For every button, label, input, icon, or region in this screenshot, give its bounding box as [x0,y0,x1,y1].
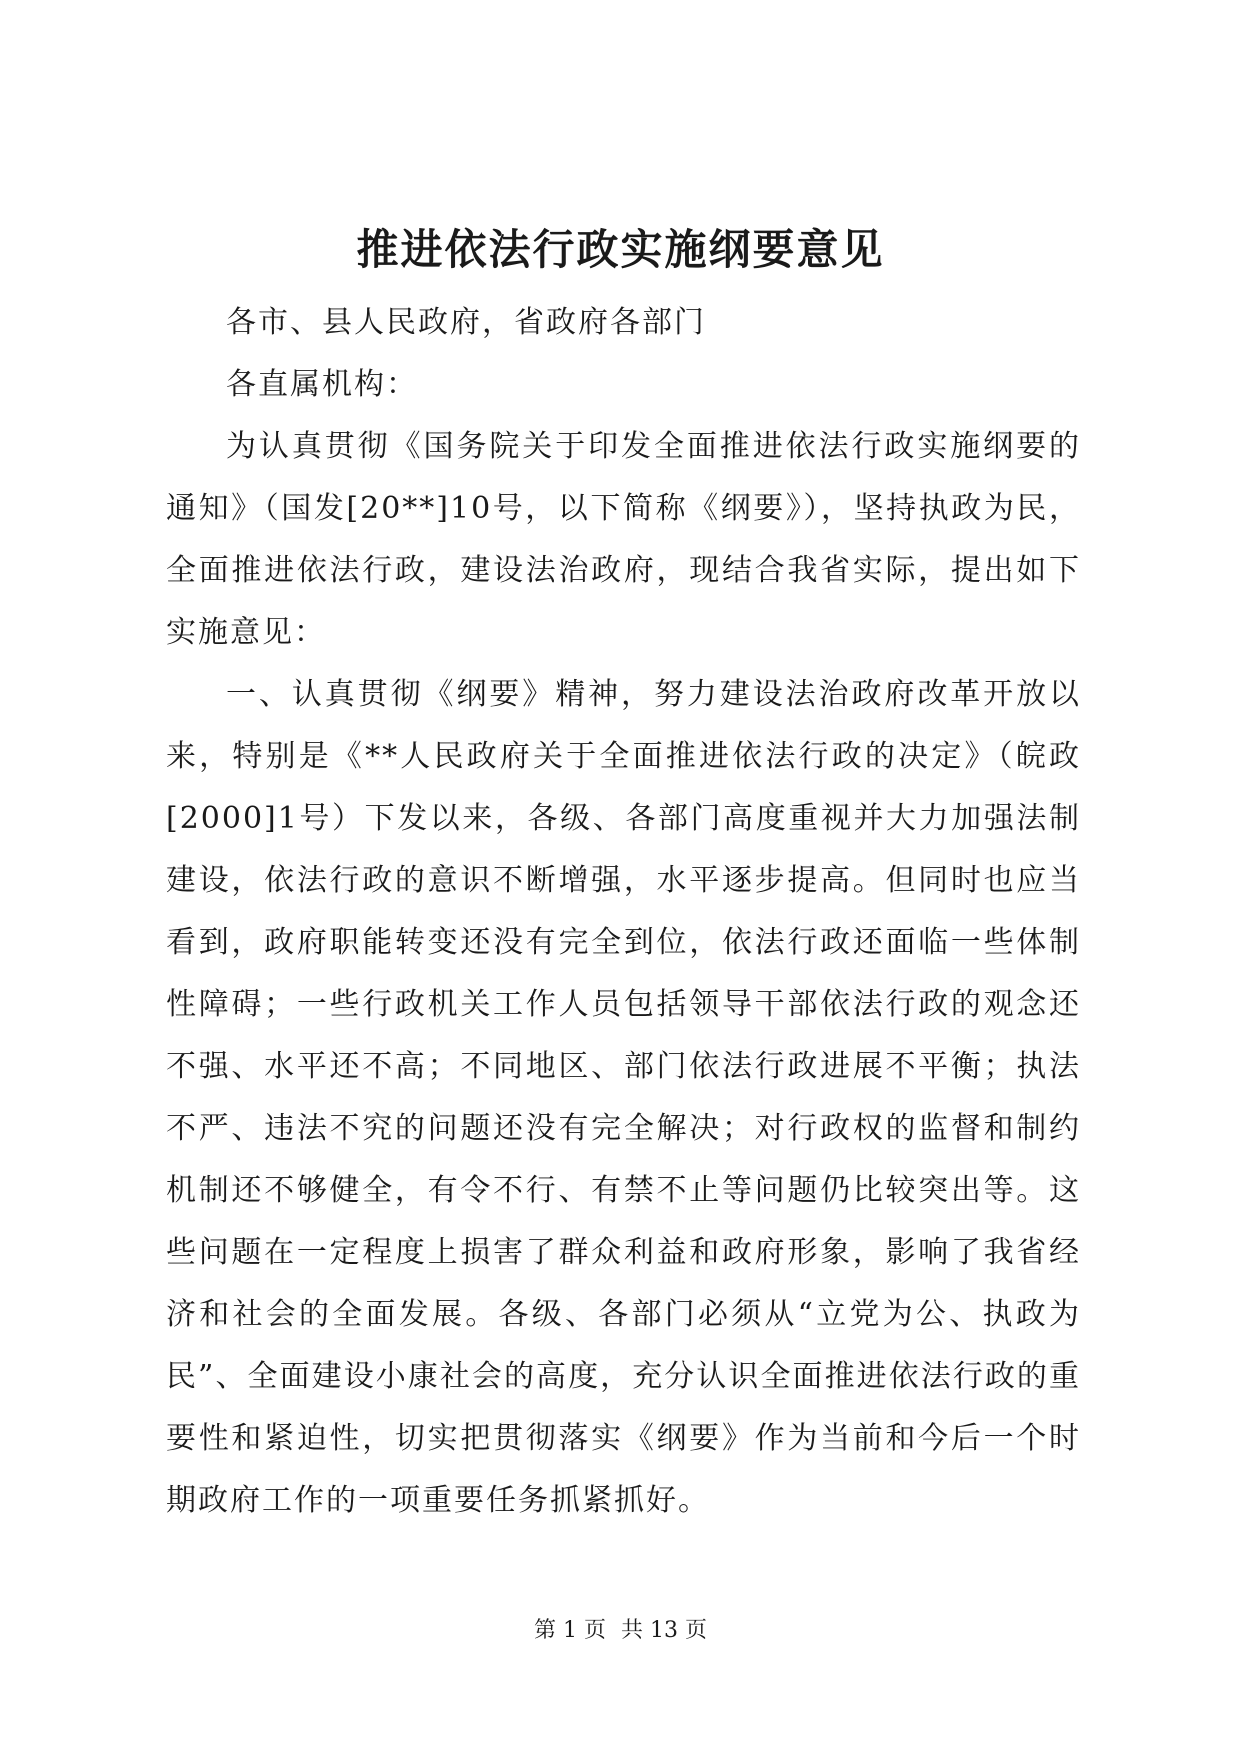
salutation-line-1: 各市、县人民政府，省政府各部门 [226,305,706,340]
salutation-line-2: 各直属机构： [226,367,418,402]
document-title: 推进依法行政实施纲要意见 [356,225,885,274]
document-body [166,292,1081,1532]
page-number: 第 1 页 [534,1618,606,1643]
section-one-paragraph: 一、认真贯彻《纲要》精神，努力建设法治政府改革开放以来，特别是《**人民政府关于全面推进依法行政的决定》（皖政[2000]1号）下发以来，各级、各部门高度重视并大力加强法制建设，依法行政的意识不断增强，水平逐步提高。但同时也应当看到，政府职能转变还没有完全到位，依法行政还面临一些体制性障碍；一些行政机关工作人员包括领导干部依法行政的观念还不强、水平还不高；不同地区、部门依法行政进展不平衡；执法不严、违法不究的问题还没有完全解决；对行政权的监督和制约机制还不够健全，有令不行、有禁不止等问题仍比较突出等。这些问题在一定程度上损害了群众利益和政府形象，影响了我省经济和社会的全面发展。各级、各部门必须从“立党为公、执政为民”、全面建设小康社会的高度，充分认识全面推进依法行政的重要性和紧迫性，切实把贯彻落实《纲要》作为当前和今后一个时期政府工作的一项重要任务抓紧抓好。 [166,677,1081,1518]
intro-paragraph: 为认真贯彻《国务院关于印发全面推进依法行政实施纲要的通知》（国发[20**]10号，以下简称《纲要》），坚持执政为民，全面推进依法行政，建设法治政府，现结合我省实际，提出如下实施意见： [166,429,1081,650]
page-footer [0,1616,1241,1646]
page-total: 共 13 页 [621,1618,707,1643]
